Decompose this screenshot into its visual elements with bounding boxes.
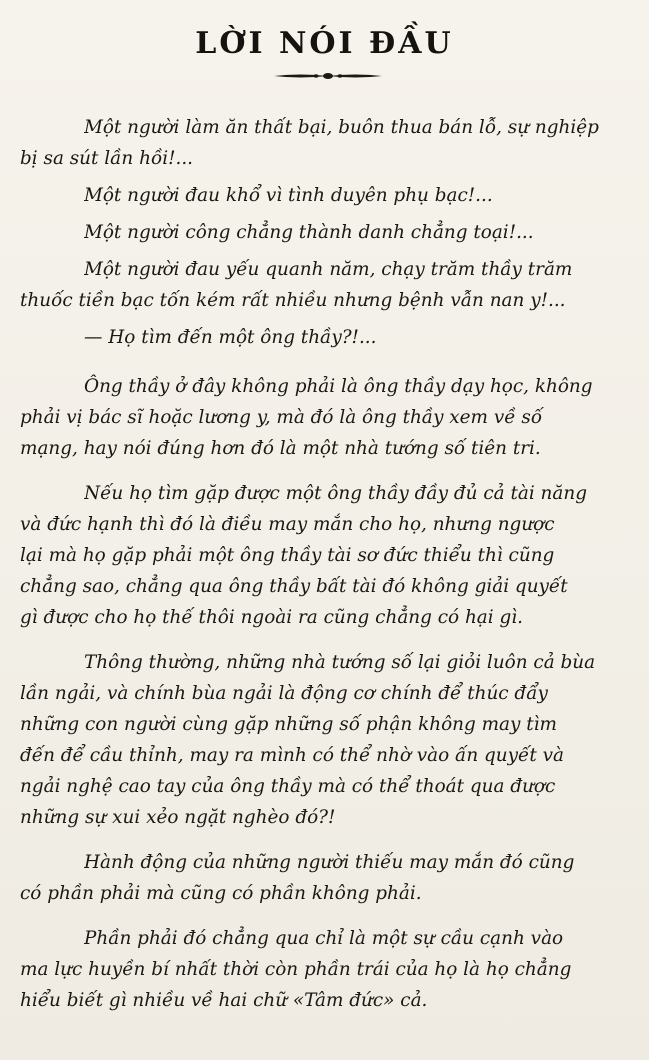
text-line: Nếu họ tìm gặp được một ông thầy đầy đủ cả tài năng	[84, 483, 587, 504]
paragraph	[84, 217, 624, 248]
paragraph	[20, 371, 624, 464]
text-line: thuốc tiền bạc tốn kém rất nhiều nhưng bệnh vẫn nan y!...	[20, 290, 566, 311]
text-line: đến để cầu thỉnh, may ra mình có thể nhờ vào ấn quyết và	[20, 745, 564, 766]
paragraph	[20, 923, 624, 1016]
text-line: Thông thường, những nhà tướng số lại giỏi luôn cả bùa	[84, 652, 596, 673]
text-line: phải vị bác sĩ hoặc lương y, mà đó là ông thầy xem về số	[20, 407, 543, 428]
paragraph	[20, 847, 624, 909]
page-title: LỜI NÓI ĐẦU	[195, 26, 454, 61]
text-line: mạng, hay nói đúng hơn đó là một nhà tướng số tiên tri.	[20, 438, 541, 459]
paragraph	[20, 647, 624, 833]
text-line: ma lực huyền bí nhất thời còn phần trái của họ là họ chẳng	[20, 959, 572, 980]
paragraph	[20, 112, 624, 174]
text-line: lại mà họ gặp phải một ông thầy tài sơ đức thiểu thì cũng	[20, 545, 555, 566]
text-line: hiểu biết gì nhiều về hai chữ «Tâm đức» cả.	[20, 990, 428, 1011]
body-text	[20, 112, 624, 1016]
text-line: những sự xui xẻo ngặt nghèo đó?!	[20, 807, 336, 828]
text-line: gì được cho họ thế thôi ngoài ra cũng chẳng có hại gì.	[20, 607, 524, 628]
text-line: Ông thầy ở đây không phải là ông thầy dạy học, không	[84, 376, 593, 397]
text-line: Phần phải đó chẳng qua chỉ là một sự cầu cạnh vào	[84, 928, 564, 949]
paragraph	[20, 478, 624, 633]
text-line: Một người đau khổ vì tình duyên phụ bạc!...	[84, 185, 493, 206]
text-line: Một người làm ăn thất bại, buôn thua bán lỗ, sự nghiệp	[84, 117, 599, 138]
text-line: Một người đau yếu quanh năm, chạy trăm thầy trăm	[84, 259, 573, 280]
text-line: ngải nghệ cao tay của ông thầy mà có thể thoát qua được	[20, 776, 556, 797]
paragraph	[20, 254, 624, 316]
text-line: có phần phải mà cũng có phần không phải.	[20, 883, 422, 904]
paragraph	[84, 322, 624, 353]
text-line: — Họ tìm đến một ông thầy?!...	[84, 327, 377, 348]
text-line: bị sa sút lần hồi!...	[20, 148, 194, 169]
text-line: chẳng sao, chẳng qua ông thầy bất tài đó không giải quyết	[20, 576, 568, 597]
text-line: lần ngải, và chính bùa ngải là động cơ chính để thúc đẩy	[20, 683, 548, 704]
text-line: và đức hạnh thì đó là điều may mắn cho họ, nhưng ngược	[20, 514, 555, 535]
text-line: những con người cùng gặp những số phận không may tìm	[20, 714, 557, 735]
text-line: Một người công chẳng thành danh chẳng toại!...	[84, 222, 534, 243]
paragraph	[84, 180, 624, 211]
title-ornament	[272, 70, 384, 82]
text-line: Hành động của những người thiếu may mắn đó cũng	[84, 852, 575, 873]
